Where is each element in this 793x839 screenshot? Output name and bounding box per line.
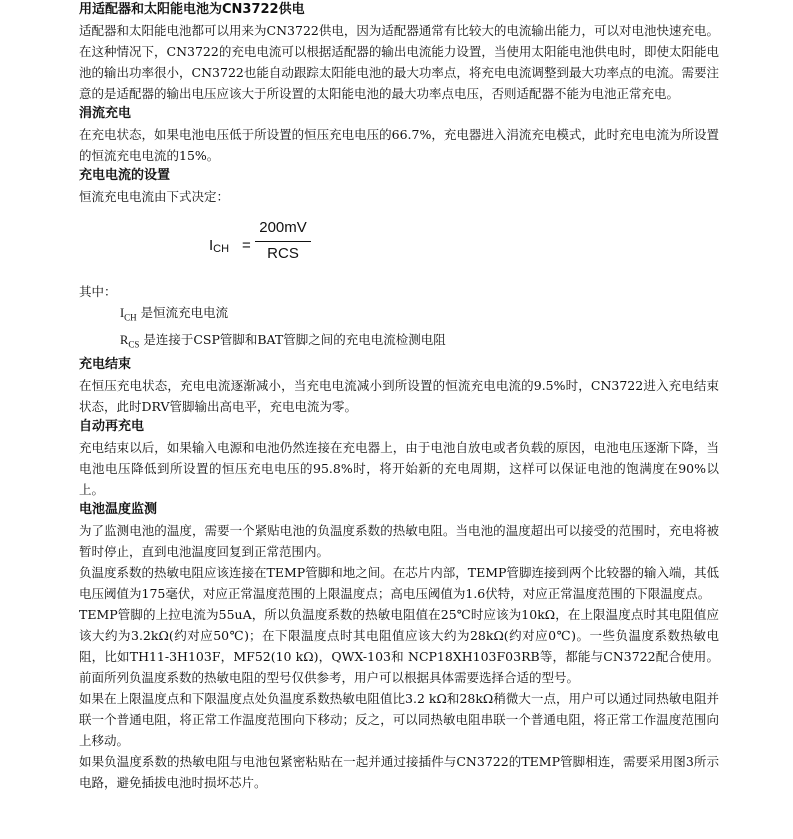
charge-current-formula	[79, 219, 719, 269]
formula-numerator: 200mV	[259, 219, 307, 236]
paragraph-temperature-2: 负温度系数的热敏电阻应该连接在TEMP管脚和地之间。在芯片内部，TEMP管脚连接到两个比较器的输入端，其低电压阈值为175毫伏，对应正常温度范围的上限温度点；高电压阈值为1.6伏特，对应正常温度范围的下限温度点。	[79, 565, 719, 601]
paragraph-temperature-4: 如果在上限温度点和下限温度点处负温度系数热敏电阻值比3.2 kΩ和28kΩ稍微大一点，用户可以通过同热敏电阻并联一个普通电阻，将正常工作温度范围向下移动；反之，可以同热敏电阻串联一个普通电阻，将正常工作温度范围向上移动。	[79, 691, 719, 748]
section-title-temperature-monitor: 电池温度监测	[79, 502, 158, 517]
formula-fraction-bar	[255, 241, 311, 242]
section-title-power-supply: 用适配器和太阳能电池为CN3722供电	[79, 2, 305, 17]
formula-denominator: RCS	[267, 245, 299, 262]
where-label: 其中：	[79, 284, 117, 299]
paragraph-auto-recharge: 充电结束以后，如果输入电源和电池仍然连接在充电器上，由于电池自放电或者负载的原因，电池电压逐渐下降，当电池电压降低到所设置的恒压充电电压的95.8%时，将开始新的充电周期，这样可以保证电池的饱满度在90%以上。	[79, 440, 719, 497]
paragraph-formula-intro: 恒流充电电流由下式决定：	[79, 189, 230, 204]
section-title-current-setting: 充电电流的设置	[79, 168, 171, 183]
paragraph-power-supply: 适配器和太阳能电池都可以用来为CN3722供电，因为适配器通常有比较大的电流输出能力，可以对电池快速充电。在这种情况下，CN3722的充电电流可以根据适配器的输出电流能力设置，当使用太阳能电池供电时，即使太阳能电池的输出功率很小，CN3722也能自动跟踪太阳能电池的最大功率点，将充电电流调整到最大功率点的电流。需要注意的是适配器的输出电压应该大于所设置的太阳能电池的最大功率点电压，否则适配器不能为电池正常充电。	[79, 23, 719, 101]
paragraph-temperature-3: TEMP管脚的上拉电流为55uA，所以负温度系数的热敏电阻值在25℃时应该为10kΩ，在上限温度点时其电阻值应该大约为3.2kΩ(约对应50℃)；在下限温度点时其电阻值应该大约为28kΩ(约对应0℃)。一些负温度系数热敏电阻，比如TH11-3H103F，MF52(10 kΩ)，QWX-103和 NCP18XH103F03RB等，都能与CN3722配合使用。前面所列负温度系数的热敏电阻的型号仅供参考，用户可以根据具体需要选择合适的型号。	[79, 607, 719, 685]
definition-rcs: $R_{CS}$ 是连接于CSP管脚和BAT管脚之间的充电电流检测电阻	[120, 331, 446, 349]
section-title-trickle-charge: 涓流充电	[79, 106, 132, 121]
section-title-charge-termination: 充电结束	[79, 357, 132, 372]
section-title-auto-recharge: 自动再充电	[79, 419, 145, 434]
paragraph-temperature-5: 如果负温度系数的热敏电阻与电池包紧密粘贴在一起并通过接插件与CN3722的TEMP管脚相连，需要采用图3所示电路，避免插拔电池时损坏芯片。	[79, 754, 719, 790]
definition-ich: $I_{CH}$ 是恒流充电电流	[120, 305, 229, 323]
paragraph-temperature-1: 为了监测电池的温度，需要一个紧贴电池的负温度系数的热敏电阻。当电池的温度超出可以接受的范围时，充电将被暂时停止，直到电池温度回复到正常范围内。	[79, 523, 719, 559]
formula-equals: =	[242, 237, 251, 254]
document-content	[79, 0, 719, 793]
formula-lhs: $I_{CH}$	[209, 237, 230, 255]
paragraph-trickle-charge: 在充电状态，如果电池电压低于所设置的恒压充电电压的66.7%，充电器进入涓流充电模式，此时充电电流为所设置的恒流充电电流的15%。	[79, 127, 719, 163]
paragraph-charge-termination: 在恒压充电状态，充电电流逐渐减小，当充电电流减小到所设置的恒流充电电流的9.5%时，CN3722进入充电结束状态，此时DRV管脚输出高电平，充电电流为零。	[79, 378, 719, 414]
